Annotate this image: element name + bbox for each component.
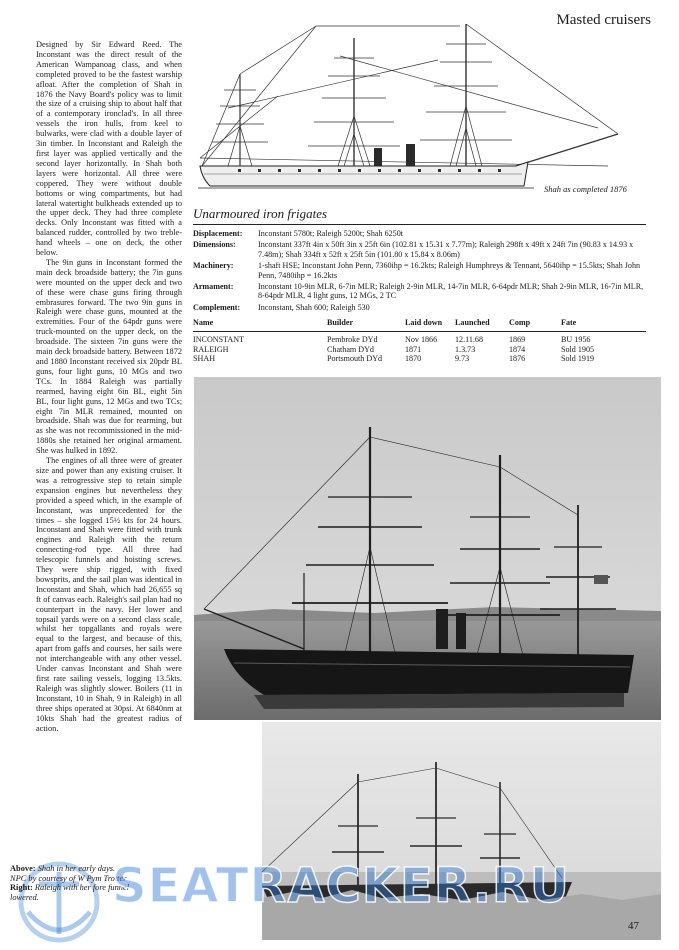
column-header: Fate — [561, 318, 646, 332]
table-row — [193, 345, 646, 354]
caption-above-label: Above: — [10, 864, 36, 873]
caption-above-text: Shah in her early days. — [37, 864, 116, 873]
drawing-caption: Shah as completed 1876 — [544, 184, 627, 194]
table-cell: 9.73 — [455, 354, 470, 364]
spec-row — [193, 261, 646, 280]
table-header-row — [193, 318, 646, 332]
column-header: Comp — [509, 318, 561, 332]
spec-value: 1-shaft HSE; Inconstant John Penn, 7360ihp = 16.2kts; Raleigh Humphreys & Tennant, 5640ihp = 15.5kts; Shah John Penn, 7480ihp = 16.2kts — [258, 261, 641, 280]
table-cell: 1869 — [509, 335, 526, 345]
spec-label: Machinery: — [193, 261, 234, 271]
table-cell: Sold 1919 — [561, 354, 595, 364]
section-title: Masted cruisers — [556, 12, 651, 28]
table-cell: RALEIGH — [193, 344, 229, 354]
table-cell: 1876 — [509, 354, 526, 364]
table-cell: 12.11.68 — [455, 335, 484, 345]
table-cell: Pembroke DYd — [327, 335, 378, 345]
spec-row — [193, 240, 646, 259]
spec-label: Armament: — [193, 282, 234, 292]
body-paragraph: The engines of all three were of greater size and power than any existing cruiser. It was a retrogressive step to retain simple expansion engines but nevertheless they provided a speed which, in the example of Inconstant, was unprecedented for the times – she logged 15½ kts for 24 hours. Inconstant and Shah were fitted with trunk engines and Raleigh with the return connecting-rod type. All three had telescopic funnels and hoisting screws. They were ship rigged, with fixed bowsprits, and the sail plan was identical in Inconstant and Shah, which had 26,655 sq ft of canvas each. Raleigh's sail plan had no counterpart in the navy. Her lower and topsail yards were on a second class scale, whilst her topgallants and royals were equal to the largest, and because of this, apart from gaffs and courses, her sails were not interchangeable with any other vessel. Under canvas Inconstant and Shah were first rate sailing vessels, logging 13.5kts. Raleigh was slightly slower. Boilers (11 in Inconstant, 10 in Shah, 9 in Raleigh) in all three ships operated at 30psi. At 6840nm at 10kts Shah had the greatest radius of action. — [36, 456, 182, 733]
photo-shah — [194, 377, 661, 720]
frigate-specs — [193, 206, 646, 314]
spec-label: Complement: — [193, 302, 241, 312]
table-cell: Nov 1866 — [405, 335, 438, 345]
spec-row — [193, 229, 646, 238]
ship-profile-drawing — [198, 16, 638, 206]
watermark-text: SEATRACKER.RU — [112, 858, 570, 914]
spec-label: Dimensions: — [193, 240, 236, 250]
body-text-column — [36, 40, 182, 733]
table-cell: BU 1956 — [561, 335, 591, 345]
column-header: Builder — [327, 318, 405, 332]
table-cell: 1870 — [405, 354, 422, 364]
table-row — [193, 332, 646, 345]
table-cell: Sold 1905 — [561, 344, 595, 354]
ships-table — [193, 318, 646, 364]
table-row — [193, 354, 646, 363]
spec-value: Inconstant 10-9in MLR, 6-7in MLR; Raleigh 2-9in MLR, 14-7in MLR, 6-64pdr MLR; Shah 2-9in MLR, 16-7in MLR, 8-64pdr MLR, 4 light guns, 12 MGs, 2 TC — [258, 282, 644, 301]
spec-value: Inconstant 5780t; Raleigh 5200t; Shah 6250t — [258, 229, 403, 238]
spec-value: Inconstant 337ft 4in x 50ft 3in x 25ft 6in (102.81 x 15.31 x 7.77m); Raleigh 298ft x 49ft x 24ft 7in (90.83 x 14.93 x 7.48m); Shah 334ft x 52ft x 25ft 5in (101.80 x 15.84 x 8.06m) — [258, 240, 634, 259]
caption-right-text: Raleigh with her fore funnel lowered. — [10, 883, 130, 902]
column-header: Name — [193, 318, 327, 332]
body-paragraph: Designed by Sir Edward Reed. The Inconstant was the direct result of the American Wampanoag class, and when completed proved to be the fastest warship afloat. After the completion of Shah in 1876 the Navy Board's policy was to limit the size of a cruising ship to about half that of a contemporary ironclad's. In all three vessels the iron hulls, from keel to bulwarks, were clad with a double layer of 3in timber. In Inconstant and Raleigh the first layer was applied vertically and the second layer horizontally. In Shah both layers were horizontal. All three were coppered. They were without double bottoms or wing compartments, but had lateral watertight bulkheads extended up to the upper deck. They had three complete decks. Only Inconstant was fitted with a balanced rudder, controlled by two treble-hand wheels – one on deck, the other below. — [36, 40, 182, 258]
table-cell: 1874 — [509, 344, 526, 354]
caption-credit: NPC by courtesy of W Pym Trotter — [10, 873, 127, 883]
column-header: Launched — [455, 318, 509, 332]
table-cell: INCONSTANT — [193, 335, 245, 345]
spec-value: Inconstant, Shah 600; Raleigh 530 — [258, 302, 370, 312]
column-header: Laid down — [405, 318, 455, 332]
table-cell: Portsmouth DYd — [327, 354, 383, 364]
spec-label: Displacement: — [193, 229, 243, 238]
spec-row — [193, 303, 646, 312]
frigate-class-title: Unarmoured iron frigates — [193, 206, 646, 225]
body-paragraph: The 9in guns in Inconstant formed the main deck broadside battery; the 7in guns were mounted on the upper deck and two of these were chase guns firing through embrasures forward. The two 9in guns in Raleigh were chase guns, mounted at the extremities. Four of the 64pdr guns were truck-mounted on the upper deck, on the broadside. The sixteen 7in guns were the main deck broadside battery. Between 1872 and 1880 Inconstant received six 20pdr BL guns, four light guns, 10 MGs and two TCs. In 1884 Raleigh was partially rearmed, having eight 6in BL, eight 5in BL, four light guns, 12 MGs and two TCs; eight 7in MLR remained, mounted on broadside. Shah was due for rearming, but as she was not recommissioned in the mid-1880s she retained her original armament. She was hulked in 1892. — [36, 257, 182, 456]
table-cell: 1.3.73 — [455, 344, 476, 354]
table-cell: 1871 — [405, 344, 422, 354]
table-cell: SHAH — [193, 354, 216, 364]
caption-right-label: Right: — [10, 883, 33, 893]
spec-row — [193, 282, 646, 301]
page-number: 47 — [628, 920, 639, 932]
table-cell: Chatham DYd — [327, 344, 374, 354]
